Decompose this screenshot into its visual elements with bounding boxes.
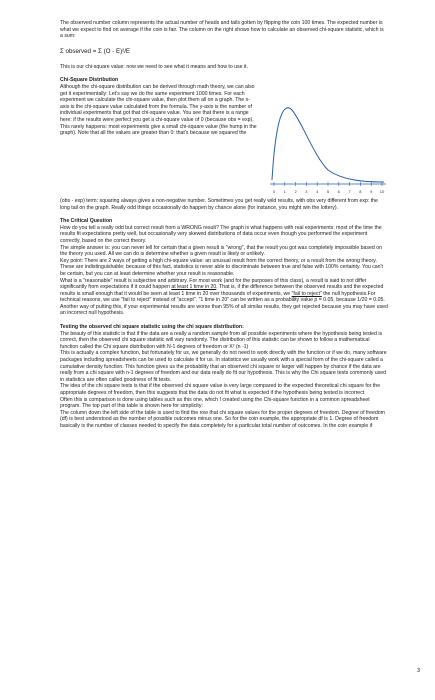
x-axis-tick-label: 2 [294,188,297,194]
critical-para-1: How do you tell a really odd but correct result from a WRONG result? The graph is what happens with real experiments: most of the time the results fit expectations pretty well, but occasionally very skewed distributions of data occur even though you performed the experiment correctly, based on the correct theory. [60,224,382,244]
critical-para-4-underline-1: at least 1 time in 20 [171,284,217,291]
testing-para-4: Often this is comparison is done using tables such as this one, which I created using the Chi-square function in a common spreadsheet program. The top part of this table is shown here for simplicity: [60,396,370,410]
document-page [60,20,388,430]
x-axis-tick-label: 4 [316,188,319,194]
x-axis-tick-label: 3 [305,188,308,194]
distribution-curve-svg [266,94,388,198]
critical-para-3: Key point: There are 2 ways of getting a high chi-square value: an unusual result from the correct theory, or a result from the wrong theory. These are indistinguishable; because of this fact, statistics is never able to discriminate between true and false with 100% certainty. You can't be certain, but you can at least determine whether your result is reasonable. [60,257,383,277]
critical-para-4-c: the null hypothesis.For technical reasons, we use "fail to reject" instead of "accept". "1 time in 20" can be written as a probability value p = 0.05, because 1/20 = 0.05. Another way of putting this, if your experimental results are worse than 95% of all similar results, they get rejected because you may have used an incorrect null hypothesis. [60,290,388,317]
x-axis-tick-label: 8 [359,188,362,194]
distribution-continued-text: (obs - exp) term: squaring always gives a non-negative number. Sometimes you get really wild results, with obs very different from exp: the long tail on the graph. Really odd things occasionally do happen by chance alone (for instance, you might win the lottery). [60,197,378,211]
x-axis-tick-label: 0 [272,188,276,194]
distribution-wrap-section [60,84,388,198]
chi-square-formula: Σ observed = Σ (O - E)²/E [60,47,131,55]
critical-para-4-b: . That is, if the difference between the observed results and the expected results is small enough that it would be seen at least 1 time in 20 over thousands of experiments, we [60,284,384,297]
testing-heading: Testing the observed chi square statistic using the chi square distribution: [60,324,244,331]
testing-para-3: The idea of the chi square tests is that if the observed chi square value is very large compared to the expected theoretical chi square for the appropriate degrees of freedom, then this suggests that the data do not fit what is expected if the hypothesis being tested is incorrect. [60,383,381,396]
distribution-wrapped-text: Although the chi-square distribution can be derived through math theory, we can also get it experimentally: Let's say we do the same experiment 1000 times. For each experiment we calculate the chi-square value, then plot them all on a graph. The x-axis is the chi-square value calculated from the formula. The y-axis is the number of individual experiments that got that chi-square value. You see that there is a range here: if the results were perfect you get a chi-square value of 0 (because obs = exp). This rarely happens: most experiments give a small chi-square value (the hump in the graph). Note that all the values are greater than 0: that's because we squared the [60,83,257,137]
testing-para-1: The beauty of this statistic is that if the data are a really a random sample from all possible experiments where the hypothesis being tested is correct, then the observed chi square statistic will vary randomly. The distribution of this statistic can be shown to follow a mathematical function called the Chi square distribution with N-1 degrees of freedom or X² (n -1) [60,330,383,350]
testing-para-2: This is actually a complex function, but fortunately for us, we generally do not need to work directly with the function or if we do, many software packages including spreadsheets can be used to calculate it for us. In statistics we usually work with a special form of the chi-square called a cumulative density function. This function gives us the probability that an observed chi square or larger will happen by chance if the data are really from a chi square with n-1 degrees of freedom and our data really do fit our hypothesis. This is why the Chi square tests commonly used in statistics are often called goodness of fit tests. [60,350,387,383]
intro-note: This is our chi-square value: now we need to see what it means and how to use it. [60,63,249,70]
chi-square-distribution-graph [266,94,388,198]
page-number: 3 [417,668,421,674]
x-axis-tick-label: 9 [370,188,373,194]
testing-para-5: The column down the left side of the table is used to find the row that chi square values for the proper degrees of freedom. Degree of freedom (df) is best understood as the number of possible outcomes minus one. So for the coin example, the appropriate df is 1. Degree of freedom basically is the number of classes needed to specify the data completely for a particular total number of outcomes. In the coin example if [60,409,385,429]
critical-heading: The Critical Question [60,218,113,225]
critical-para-4 [60,278,388,318]
critical-para-2: The simple answer is: you can never tell for certain that a given result is "wrong", that the result you got was completely impossible based on the theory you used. All we can do is determine whether a given result is likely or unlikely. [60,244,383,258]
x-axis-tick-label: 6 [337,188,340,194]
x-axis-tick-label: 10 [379,188,385,194]
intro-paragraph: The observed number column represents the actual number of heads and tails gotten by flipping the coin 100 times. The expected number is what we expect to find on average if the coin is fair. The column on the right shows how to calculate an observed chi-square statistic, which is a sum: [60,20,384,40]
x-axis-tick-label: 5 [326,188,330,194]
distribution-curve [272,108,384,182]
x-axis-tick-label: 1 [283,188,286,194]
distribution-heading: Chi-Square Distribution [60,77,119,84]
critical-para-4-underline-2: "fail to reject" [291,290,322,297]
critical-para-4-a: What is a "reasonable" result is subjective and arbitrary. For most work (and for the purposes of this class), a result is said to not differ significantly from expectations if it could happen [60,277,367,291]
x-axis-tick-label: 7 [348,188,351,194]
